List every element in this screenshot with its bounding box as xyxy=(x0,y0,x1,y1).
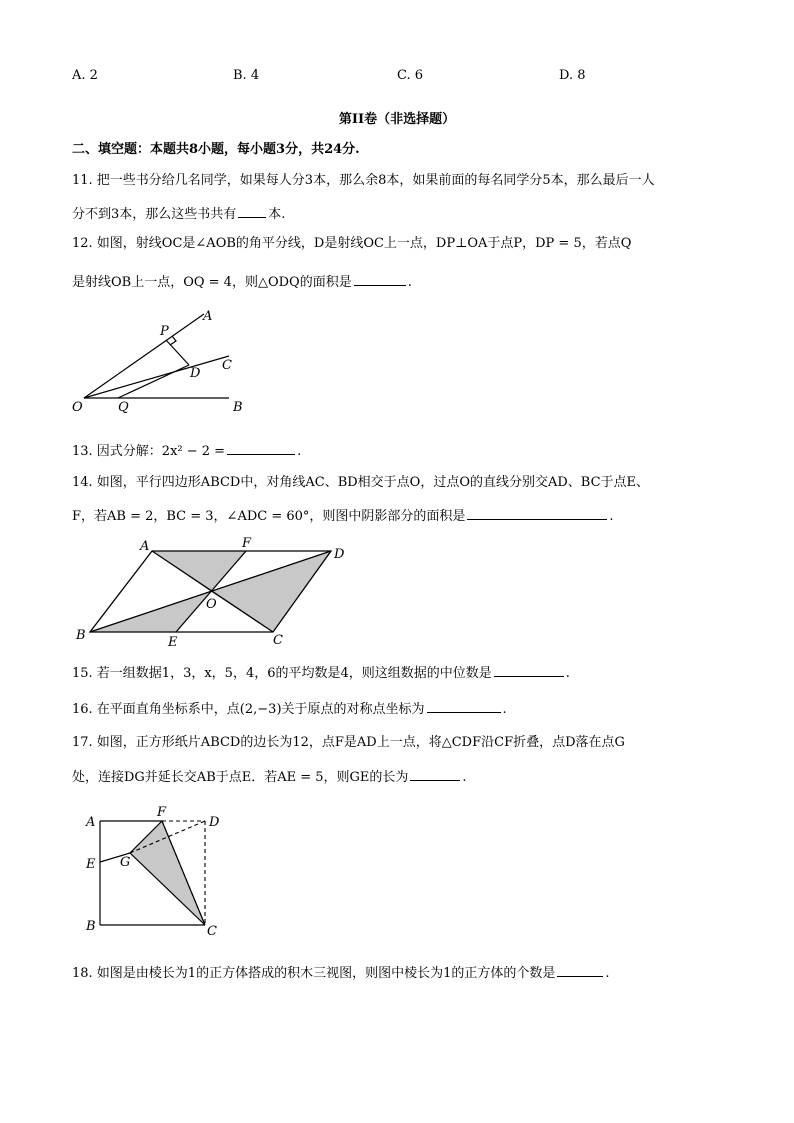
label-f: F xyxy=(157,805,167,820)
label-d: D xyxy=(334,547,345,562)
q18: 18. 如图是由棱长为1的正方体搭成的积木三视图，则图中棱长为1的正方体的个数是 . xyxy=(72,962,610,983)
section-title: 第II卷（非选择题） xyxy=(338,112,456,127)
option-d: D. 8 xyxy=(559,68,586,83)
q16: 16. 在平面直角坐标系中，点(2,−3)关于原点的对称点坐标为 . xyxy=(72,698,507,719)
label-q: Q xyxy=(118,400,129,415)
label-e: E xyxy=(168,635,178,650)
q11-line1: 11. 把一些书分给几名同学，如果每人分3本，那么余8本，如果前面的每名同学分5本，那么最后一人 xyxy=(72,173,655,188)
label-g: G xyxy=(120,855,131,870)
label-d: D xyxy=(190,366,201,381)
label-e: E xyxy=(86,857,96,872)
option-a: A. 2 xyxy=(72,68,98,83)
triangle-fgc xyxy=(130,821,205,925)
label-b: B xyxy=(76,628,86,643)
q12-line2: 是射线OB上一点，OQ = 4，则△ODQ的面积是 . xyxy=(72,271,412,292)
q14-line1: 14. 如图，平行四边形ABCD中，对角线AC、BD相交于点O，过点O的直线分别交AD、BC于点E、 xyxy=(72,475,650,490)
label-f: F xyxy=(242,536,252,551)
q17-line2: 处，连接DG并延长交AB于点E．若AE = 5，则GE的长为 . xyxy=(72,766,467,787)
q14-line2: F，若AB = 2，BC = 3，∠ADC = 60°，则图中阴影部分的面积是 . xyxy=(72,505,614,526)
q13: 13. 因式分解：2x² − 2 = . xyxy=(72,440,301,461)
option-c: C. 6 xyxy=(397,68,424,83)
label-a: A xyxy=(86,815,96,830)
part-heading: 二、填空题：本题共8小题，每小题3分，共24分. xyxy=(72,142,360,157)
q12-line1: 12. 如图，射线OC是∠AOB的角平分线，D是射线OC上一点，DP⊥OA于点P，DP = 5，若点Q xyxy=(72,236,632,251)
label-d: D xyxy=(209,815,220,830)
label-c: C xyxy=(207,924,217,939)
option-b: B. 4 xyxy=(233,68,260,83)
label-b: B xyxy=(86,919,96,934)
label-p: P xyxy=(160,324,169,339)
q17-line1: 17. 如图，正方形纸片ABCD的边长为12，点F是AD上一点，将△CDF沿CF折叠，点D落在点G xyxy=(72,735,625,750)
label-a: A xyxy=(203,309,213,324)
label-o: O xyxy=(206,597,217,612)
label-o: O xyxy=(72,400,83,415)
q15: 15. 若一组数据1，3，x，5，4，6的平均数是4，则这组数据的中位数是 . xyxy=(72,662,570,683)
label-a: A xyxy=(140,539,150,554)
q11-line2: 分不到3本，那么这些书共有 本. xyxy=(72,203,285,224)
label-c: C xyxy=(273,633,283,648)
label-b: B xyxy=(233,400,243,415)
label-c: C xyxy=(222,358,232,373)
q18-answer-blank xyxy=(557,962,603,977)
